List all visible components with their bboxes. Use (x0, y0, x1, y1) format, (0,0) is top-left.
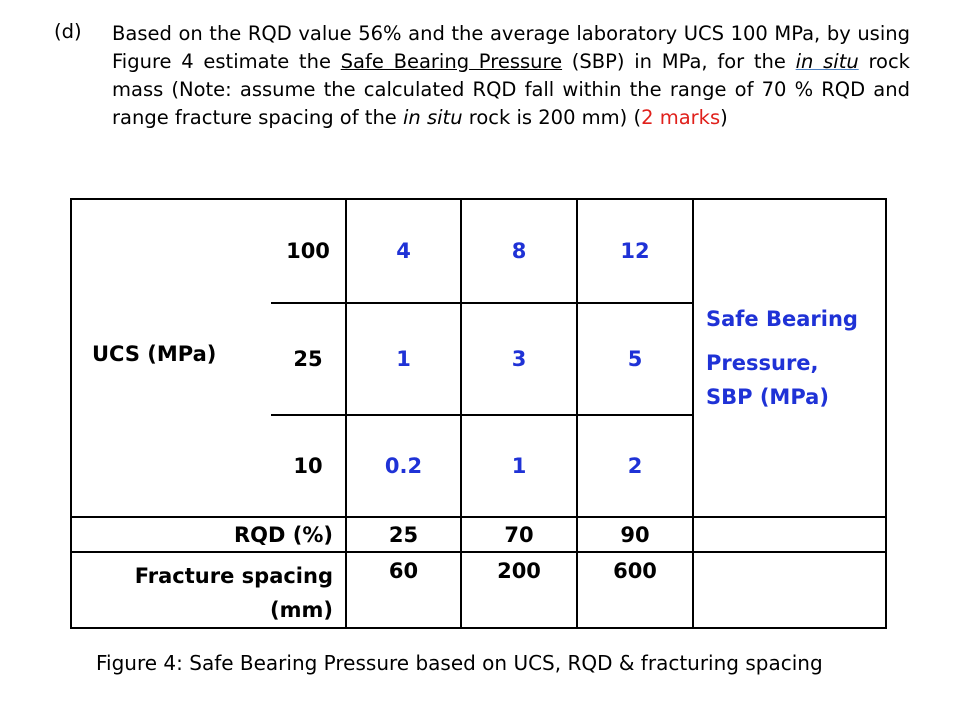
fracture-spacing-value: 200 (461, 552, 577, 628)
sbp-term: Safe Bearing Pressure (340, 50, 563, 73)
in-situ-term-1: in situ (795, 50, 859, 73)
sbp-cell: 2 (577, 415, 693, 517)
fracture-spacing-value: 60 (346, 552, 461, 628)
sbp-cell: 4 (346, 199, 461, 303)
sbp-cell: 1 (346, 303, 461, 415)
rqd-value: 25 (346, 517, 461, 552)
question-label: (d) (54, 20, 82, 43)
fracture-spacing-label-line2: (mm) (270, 598, 333, 622)
table-row (71, 199, 886, 303)
figure-caption: Figure 4: Safe Bearing Pressure based on UCS, RQD & fracturing spacing (96, 651, 823, 675)
sbp-label-cell (693, 199, 886, 517)
sbp-cell: 1 (461, 415, 577, 517)
sbp-label-line1: Safe Bearing (706, 307, 858, 331)
sbp-label-line3: SBP (MPa) (706, 385, 829, 409)
empty-cell (693, 517, 886, 552)
question-text-part5: ) (720, 106, 728, 129)
ucs-value: 25 (271, 303, 346, 415)
sbp-cell: 5 (577, 303, 693, 415)
question-text (112, 20, 910, 132)
rqd-value: 90 (577, 517, 693, 552)
question-text-part4: rock is 200 mm) ( (462, 106, 642, 129)
question-text-part2: (SBP) in MPa, for the (562, 50, 796, 73)
sbp-cell: 0.2 (346, 415, 461, 517)
fracture-spacing-label-line1: Fracture spacing (134, 564, 333, 588)
empty-cell (693, 552, 886, 628)
fracture-spacing-label (71, 552, 346, 628)
question-text-part3: rock mass (Note: assume the calculated RQD fall within the range of 70 % RQD and range fracture spacing of the (112, 50, 910, 129)
fracture-spacing-value: 600 (577, 552, 693, 628)
marks-label: 2 marks (641, 106, 721, 129)
ucs-label: UCS (MPa) (92, 342, 217, 366)
ucs-value: 10 (271, 415, 346, 517)
table-row (71, 552, 886, 628)
sbp-table (70, 198, 887, 629)
question-text-part1: Based on the RQD value 56% and the average laboratory UCS 100 MPa, by using Figure 4 estimate the (112, 22, 910, 73)
table-row (71, 517, 886, 552)
rqd-label: RQD (%) (71, 517, 346, 552)
rqd-value: 70 (461, 517, 577, 552)
ucs-value: 100 (271, 199, 346, 303)
sbp-label-line2: Pressure, (706, 351, 819, 375)
in-situ-term-2: in situ (403, 106, 463, 129)
sbp-cell: 3 (461, 303, 577, 415)
sbp-cell: 8 (461, 199, 577, 303)
sbp-cell: 12 (577, 199, 693, 303)
